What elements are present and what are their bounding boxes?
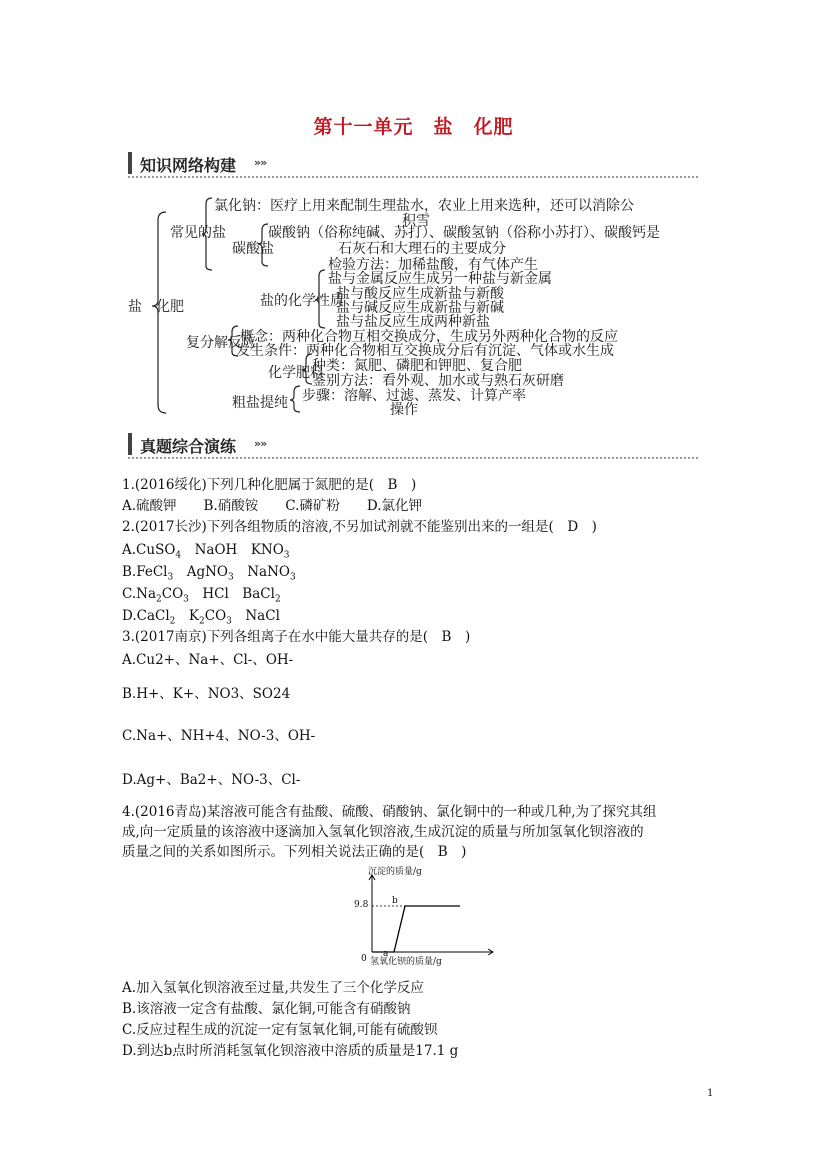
- tree-condition: 发生条件：两种化合物相互交换成分后有沉淀、气体或水生成: [236, 343, 614, 359]
- chart-ytick: 9.8: [354, 900, 369, 910]
- q4-stem-line-2: 成,向一定质量的该溶液中逐滴加入氢氧化钡溶液,生成沉淀的质量与所加氢氧化钡溶液的: [122, 824, 644, 840]
- knowledge-tree: [0, 0, 827, 430]
- tree-caco3: 石灰石和大理石的主要成分: [338, 241, 506, 257]
- q4-option-c: C.反应过程生成的沉淀一定有氢氧化铜,可能有硫酸钡: [122, 1022, 438, 1038]
- chevron-icon: »»: [254, 156, 267, 169]
- tree-common-salts: 常见的盐: [170, 225, 226, 241]
- precipitate-chart: [352, 862, 502, 972]
- section-header-exercises: [128, 433, 698, 457]
- tree-prop-1: 盐与金属反应生成另一种盐与新金属: [328, 271, 552, 287]
- chart-origin: 0: [361, 954, 367, 964]
- tree-nacl: 氯化钠：医疗上用来配制生理盐水，农业上用来选种，还可以消除公: [214, 198, 634, 214]
- tree-prop-3: 盐与碱反应生成新盐与新碱: [336, 300, 504, 316]
- tree-prop-2: 盐与酸反应生成新盐与新酸: [336, 286, 504, 302]
- tree-purify-sub: 操作: [390, 402, 418, 418]
- tree-fert-ident: 鉴别方法：看外观、加水或与熟石灰研磨: [312, 373, 564, 389]
- chart-ylabel: 沉淀的质量/g: [368, 867, 422, 877]
- q4-option-b: B.该溶液一定含有盐酸、氯化铜,可能含有硝酸钠: [122, 1001, 411, 1017]
- q3-option-a: A.Cu2+、Na+、Cl-、OH-: [122, 652, 294, 668]
- tree-purify-steps: 步骤：溶解、过滤、蒸发、计算产率: [302, 388, 526, 404]
- tree-prop-4: 盐与盐反应生成两种新盐: [336, 314, 490, 330]
- tree-purify: 粗盐提纯: [232, 395, 288, 411]
- section-title: 知识网络构建: [140, 156, 237, 175]
- tree-test-method: 检验方法：加稀盐酸，有气体产生: [328, 257, 538, 273]
- q2-stem: 2.(2017长沙)下列各组物质的溶液,不另加试剂就不能鉴别出来的一组是( D ): [122, 519, 597, 535]
- section-divider: [128, 457, 698, 459]
- tree-carbonate: 碳酸盐: [232, 241, 274, 257]
- section-title: 真题综合演练: [140, 437, 237, 456]
- q4-stem-line-1: 4.(2016青岛)某溶液可能含有盐酸、硫酸、硝酸钠、氯化铜中的一种或几种,为了探究其组: [122, 804, 657, 820]
- q1-stem: 1.(2016绥化)下列几种化肥属于氮肥的是( B ): [122, 477, 417, 493]
- chart-series-line: [372, 906, 460, 952]
- q1-options: A.硫酸钾 B.硝酸铵 C.磷矿粉 D.氯化钾: [122, 498, 423, 514]
- q3-option-b: B.H+、K+、NO3、SO24: [122, 686, 291, 702]
- tree-concept: 概念：两种化合物互相交换成分，生成另外两种化合物的反应: [240, 329, 618, 345]
- chart-xlabel: 氢氧化钡的质量/g: [370, 957, 442, 967]
- section-bar: [128, 433, 132, 455]
- chevron-icon: »»: [254, 437, 267, 450]
- tree-root: 盐 化肥: [128, 299, 184, 315]
- tree-fert-kind: 种类：氮肥、磷肥和钾肥、复合肥: [312, 358, 522, 374]
- q2-option-c: $C.Na_2CO_3$ HCl BaCl$_2$: [122, 586, 281, 605]
- page-title: 第十一单元 盐 化肥: [313, 116, 514, 138]
- q4-option-a: A.加入氢氧化钡溶液至过量,共发生了三个化学反应: [122, 980, 424, 996]
- q2-option-b: B.FeCl$_3$ AgNO$_3$ NaNO$_3$: [122, 564, 296, 583]
- q2-option-d: D.CaCl$_2$ $K_2CO_3$ NaCl: [122, 608, 280, 627]
- page-number: 1: [707, 1088, 714, 1099]
- q2-option-a: A.CuSO$_4$ NaOH $KNO_3$: [122, 542, 290, 561]
- tree-na2co3: 碳酸钠（俗称纯碱、苏打）、碳酸氢钠（俗称小苏打）、碳酸钙是: [268, 225, 660, 241]
- chart-point-label-b: b: [392, 896, 398, 906]
- tree-fertilizer: 化学肥料: [268, 365, 324, 381]
- q3-stem: 3.(2017南京)下列各组离子在水中能大量共存的是( B ): [122, 629, 471, 645]
- tree-chem-prop: 盐的化学性质: [260, 293, 344, 309]
- q3-option-c: C.Na+、NH+4、NO-3、OH-: [122, 728, 316, 744]
- tree-decomp: 复分解反应: [186, 335, 256, 351]
- chart-point-label-a: a: [383, 949, 389, 959]
- q4-option-d: D.到达b点时所消耗氢氧化钡溶液中溶质的质量是17.1 g: [122, 1043, 459, 1059]
- tree-nacl-sub: 积雪: [402, 213, 430, 229]
- q4-stem-line-3: 质量之间的关系如图所示。下列相关说法正确的是( B ): [122, 844, 467, 860]
- q3-option-d: D.Ag+、Ba2+、NO-3、Cl-: [122, 772, 301, 788]
